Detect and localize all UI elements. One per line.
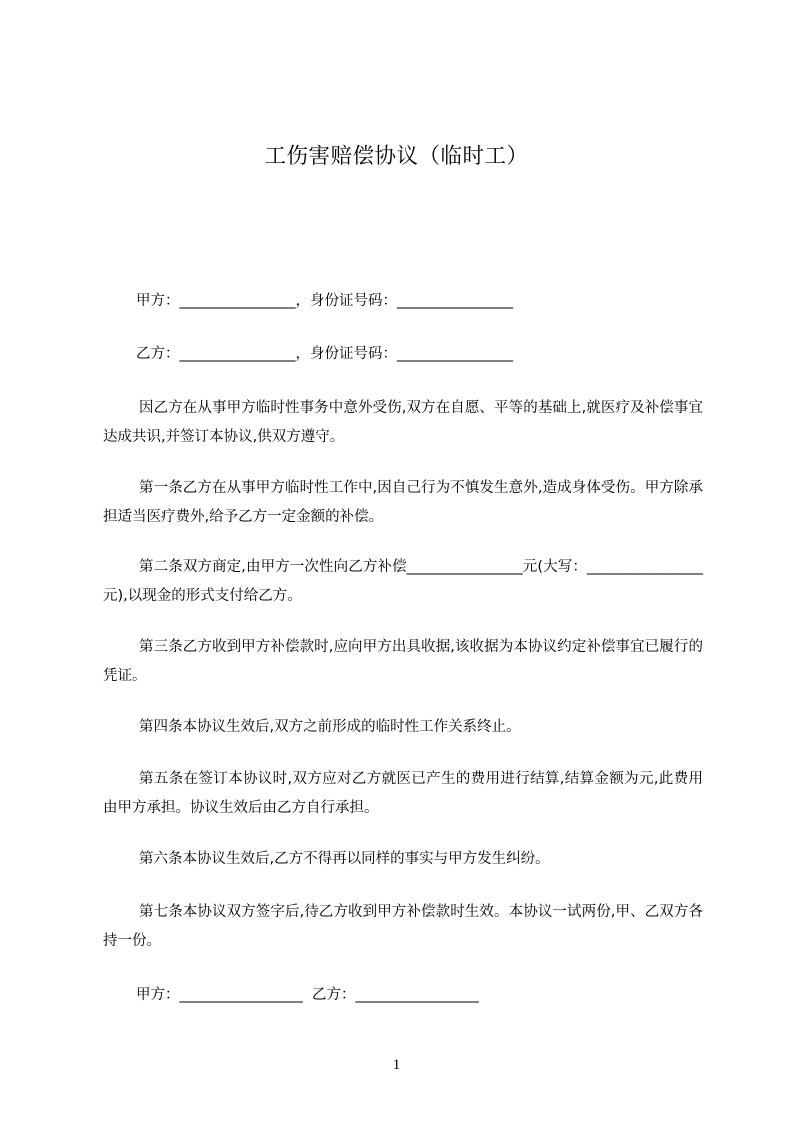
article-7: 第七条本协议双方签字后,待乙方收到甲方补偿款时生效。本协议一试两份,甲、乙双方各持一份。 — [103, 904, 703, 949]
party-b-line: 乙方：________________，身份证号码：________________ — [136, 346, 513, 362]
signature-line: 甲方：_________________ 乙方：_________________ — [136, 987, 479, 1003]
article-1: 第一条乙方在从事甲方临时性工作中,因自己行为不慎发生意外,造成身体受伤。甲方除承担适当医疗费外,给予乙方一定金额的补偿。 — [103, 480, 703, 525]
article-2: 第二条双方商定,由甲方一次性向乙方补偿________________元(大写：________________元),以现金的形式支付给乙方。 — [103, 559, 703, 604]
article-6: 第六条本协议生效后,乙方不得再以同样的事实与甲方发生纠纷。 — [139, 851, 550, 867]
page-number: 1 — [392, 1057, 401, 1073]
article-3: 第三条乙方收到甲方补偿款时,应向甲方出具收据,该收据为本协议约定补偿事宜已履行的凭证。 — [103, 639, 703, 684]
document-title: 工伤害赔偿协议（临时工） — [264, 144, 529, 169]
preamble-paragraph: 因乙方在从事甲方临时性事务中意外受伤,双方在自愿、平等的基础上,就医疗及补偿事宜达成共识,并签订本协议,供双方遵守。 — [103, 400, 703, 445]
article-5: 第五条在签订本协议时,双方应对乙方就医已产生的费用进行结算,结算金额为元,此费用由甲方承担。协议生效后由乙方自行承担。 — [103, 771, 703, 816]
article-4: 第四条本协议生效后,双方之前形成的临时性工作关系终止。 — [139, 719, 521, 735]
party-a-line: 甲方：________________，身份证号码：________________ — [136, 293, 513, 309]
